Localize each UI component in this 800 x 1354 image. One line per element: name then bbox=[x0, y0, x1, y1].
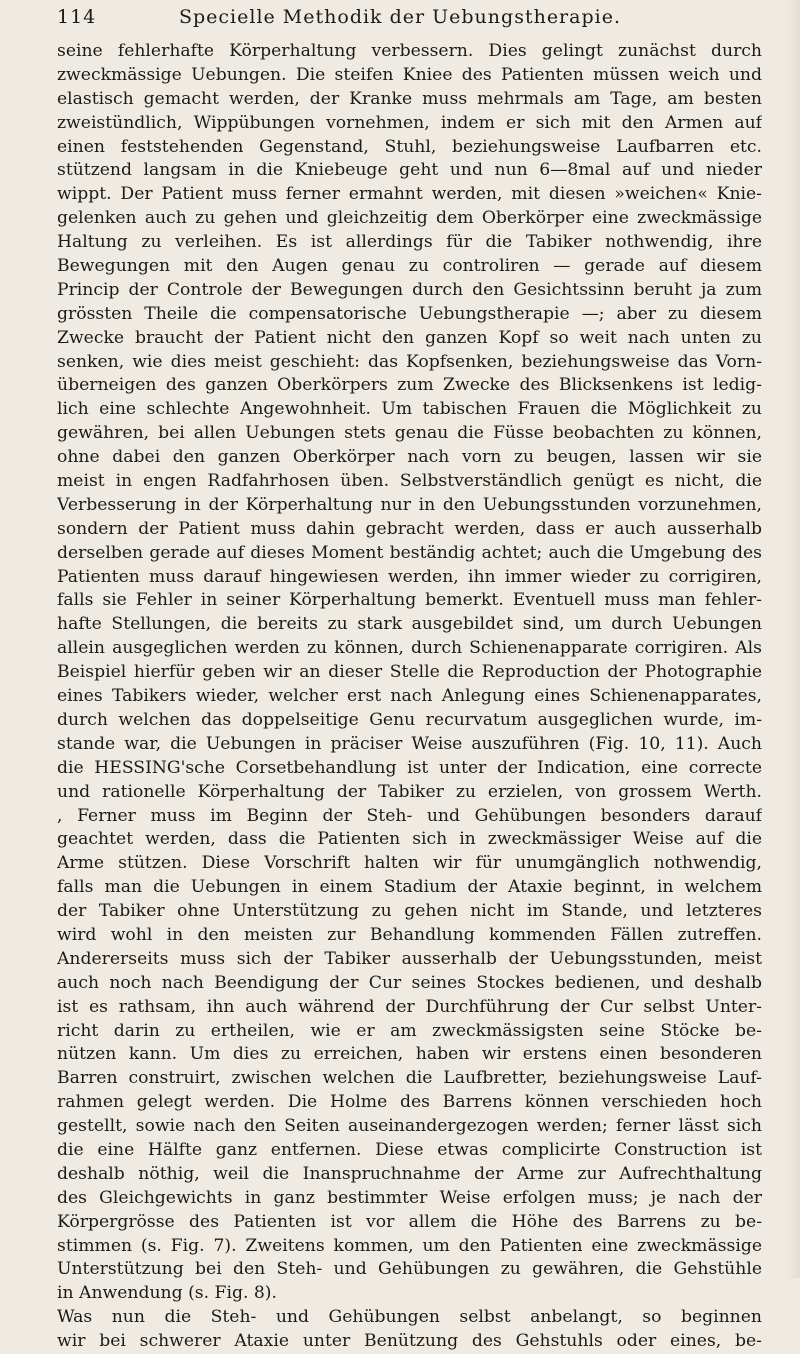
text-line: stimmen (s. Fig. 7). Zweitens kommen, um den Patienten eine zweckmässige bbox=[57, 1235, 762, 1256]
text-line: und rationelle Körperhaltung der Tabiker zu erzielen, von grossem Werth. bbox=[57, 781, 762, 802]
text-line: deshalb nöthig, weil die Inanspruchnahme der Arme zur Aufrechthaltung bbox=[57, 1163, 762, 1184]
text-line: wippt. Der Patient muss ferner ermahnt werden, mit diesen »weichen« Knie- bbox=[57, 184, 762, 205]
text-line: auch noch nach Beendigung der Cur seines Stockes bedienen, und deshalb bbox=[57, 972, 762, 993]
text-line: der Tabiker ohne Unterstützung zu gehen nicht im Stande, und letzteres bbox=[57, 901, 762, 922]
text-line: Bewegungen mit den Augen genau zu controliren — gerade auf diesem bbox=[57, 256, 762, 277]
text-line: falls man die Uebungen in einem Stadium der Ataxie beginnt, in welchem bbox=[57, 877, 762, 898]
text-line: Barren construirt, zwischen welchen die Laufbretter, beziehungsweise Lauf- bbox=[57, 1068, 762, 1089]
text-line: nützen kann. Um dies zu erreichen, haben wir erstens einen besonderen bbox=[57, 1044, 762, 1065]
text-line: gewähren, bei allen Uebungen stets genau die Füsse beobachten zu können, bbox=[57, 423, 762, 444]
text-line: allein ausgeglichen werden zu können, durch Schienenapparate corrigiren. Als bbox=[57, 638, 762, 659]
text-line: überneigen des ganzen Oberkörpers zum Zwecke des Blicksenkens ist ledig- bbox=[57, 375, 762, 396]
text-line: , Ferner muss im Beginn der Steh- und Gehübungen besonders darauf bbox=[57, 805, 762, 826]
text-line: zweistündlich, Wippübungen vornehmen, indem er sich mit den Armen auf bbox=[57, 112, 762, 133]
text-line: Andererseits muss sich der Tabiker ausserhalb der Uebungsstunden, meist bbox=[57, 948, 762, 969]
text-line: Arme stützen. Diese Vorschrift halten wir für unumgänglich nothwendig, bbox=[57, 853, 762, 874]
text-line: falls sie Fehler in seiner Körperhaltung bemerkt. Eventuell muss man fehler- bbox=[57, 590, 762, 611]
page-number: 114 bbox=[57, 6, 97, 28]
text-line: Haltung zu verleihen. Es ist allerdings für die Tabiker nothwendig, ihre bbox=[57, 232, 762, 253]
text-line: einen feststehenden Gegenstand, Stuhl, beziehungsweise Laufbarren etc. bbox=[57, 136, 762, 157]
text-line: gestellt, sowie nach den Seiten auseinandergezogen werden; ferner lässt sich bbox=[57, 1116, 762, 1137]
text-line: hafte Stellungen, die bereits zu stark ausgebildet sind, um durch Uebungen bbox=[57, 614, 762, 635]
text-line: Zwecke braucht der Patient nicht den ganzen Kopf so weit nach unten zu bbox=[57, 327, 762, 348]
text-line: die eine Hälfte ganz entfernen. Diese etwas complicirte Construction ist bbox=[57, 1139, 762, 1160]
text-line: sondern der Patient muss dahin gebracht werden, dass er auch ausserhalb bbox=[57, 518, 762, 539]
text-line: Beispiel hierfür geben wir an dieser Stelle die Reproduction der Photographie bbox=[57, 662, 762, 683]
text-line: wird wohl in den meisten zur Behandlung kommenden Fällen zutreffen. bbox=[57, 924, 762, 945]
text-line: in Anwendung (s. Fig. 8). bbox=[57, 1283, 277, 1304]
text-line: derselben gerade auf dieses Moment beständig achtet; auch die Umgebung des bbox=[57, 542, 762, 563]
page-edge-shadow bbox=[786, 0, 800, 1278]
text-line: grössten Theile die compensatorische Uebungstherapie —; aber zu diesem bbox=[57, 303, 762, 324]
body-text bbox=[57, 40, 762, 1354]
text-line: seine fehlerhafte Körperhaltung verbessern. Dies gelingt zunächst durch bbox=[57, 41, 762, 61]
text-line: senken, wie dies meist geschieht: das Kopfsenken, beziehungsweise das Vorn- bbox=[57, 351, 762, 372]
text-line: zweckmässige Uebungen. Die steifen Kniee des Patienten müssen weich und bbox=[57, 64, 762, 85]
text-line: rahmen gelegt werden. Die Holme des Barrens können verschieden hoch bbox=[57, 1092, 762, 1113]
text-line: lich eine schlechte Angewohnheit. Um tabischen Frauen die Möglichkeit zu bbox=[57, 399, 762, 420]
text-line: Princip der Controle der Bewegungen durch den Gesichtssinn beruht ja zum bbox=[57, 279, 762, 300]
text-line: die HESSING'sche Corsetbehandlung ist unter der Indication, eine correcte bbox=[57, 757, 762, 778]
text-line: stande war, die Uebungen in präciser Weise auszuführen (Fig. 10, 11). Auch bbox=[57, 733, 762, 754]
text-line: durch welchen das doppelseitige Genu recurvatum ausgeglichen wurde, im- bbox=[57, 709, 762, 730]
text-line: Verbesserung in der Körperhaltung nur in den Uebungsstunden vorzunehmen, bbox=[57, 494, 762, 515]
text-line: meist in engen Radfahrhosen üben. Selbstverständlich genügt es nicht, die bbox=[57, 471, 762, 492]
text-line: eines Tabikers wieder, welcher erst nach Anlegung eines Schienenapparates, bbox=[57, 686, 762, 707]
text-line: elastisch gemacht werden, der Kranke muss mehrmals am Tage, am besten bbox=[57, 88, 762, 109]
page-header bbox=[0, 0, 800, 32]
text-line: richt darin zu ertheilen, wie er am zweckmässigsten seine Stöcke be- bbox=[57, 1020, 762, 1041]
text-line: des Gleichgewichts in ganz bestimmter Weise erfolgen muss; je nach der bbox=[57, 1187, 762, 1208]
text-line: gelenken auch zu gehen und gleichzeitig dem Oberkörper eine zweckmässige bbox=[57, 208, 762, 229]
text-line: stützend langsam in die Kniebeuge geht und nun 6—8mal auf und nieder bbox=[57, 160, 762, 181]
text-line: geachtet werden, dass die Patienten sich in zweckmässiger Weise auf die bbox=[57, 829, 762, 850]
text-line: ohne dabei den ganzen Oberkörper nach vorn zu beugen, lassen wir sie bbox=[57, 447, 762, 468]
running-head: Specielle Methodik der Uebungstherapie. bbox=[178, 6, 621, 28]
text-line: wir bei schwerer Ataxie unter Benützung des Gehstuhls oder eines, be- bbox=[57, 1331, 762, 1352]
text-line: Körpergrösse des Patienten ist vor allem die Höhe des Barrens zu be- bbox=[57, 1211, 762, 1232]
text-line: Unterstützung bei den Steh- und Gehübungen zu gewähren, die Gehstühle bbox=[57, 1259, 762, 1280]
text-line: ist es rathsam, ihn auch während der Durchführung der Cur selbst Unter- bbox=[57, 996, 762, 1017]
text-line: Was nun die Steh- und Gehübungen selbst anbelangt, so beginnen bbox=[57, 1307, 762, 1328]
text-line: Patienten muss darauf hingewiesen werden, ihn immer wieder zu corrigiren, bbox=[57, 566, 762, 587]
